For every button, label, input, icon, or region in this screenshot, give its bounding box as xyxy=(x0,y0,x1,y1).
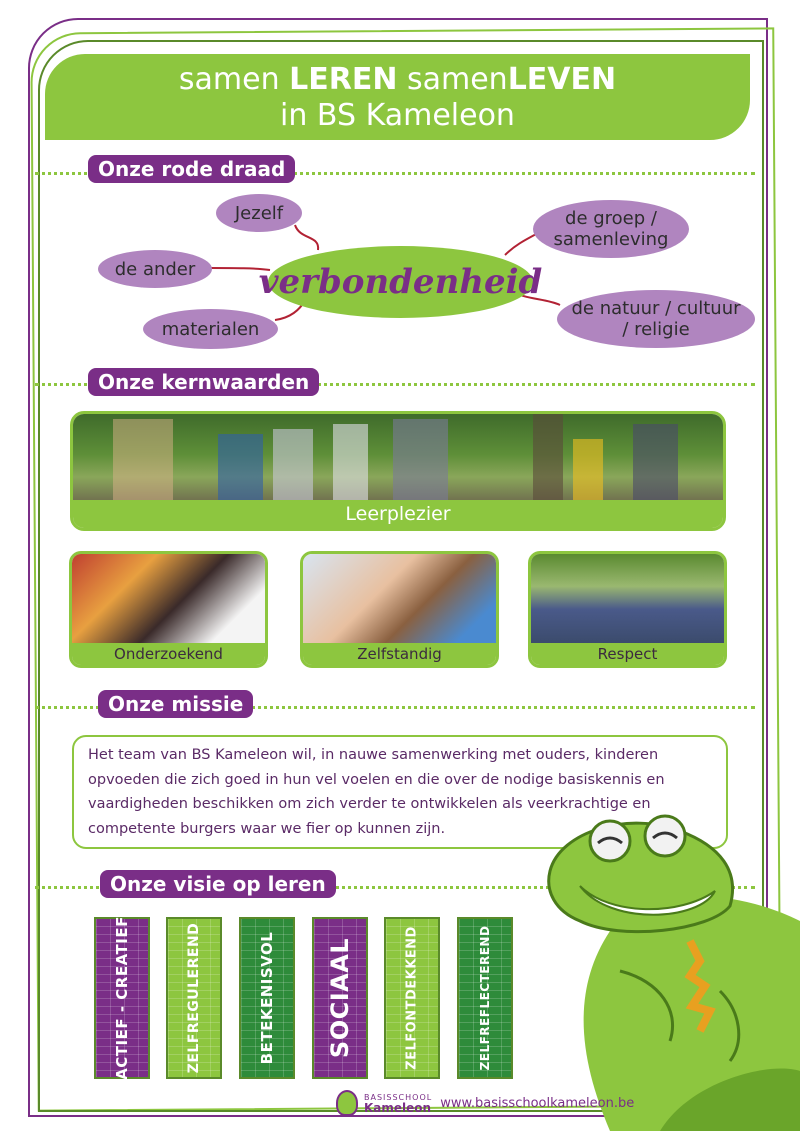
mindmap-center-node: verbondenheid xyxy=(268,246,533,318)
visie-bar-zelfreflecterend: ZELFREFLECTEREND xyxy=(457,917,513,1079)
value-label-onderzoekend: Onderzoekend xyxy=(72,643,265,665)
group-children-image xyxy=(531,554,724,646)
children-headphones-image xyxy=(72,554,265,646)
website-url[interactable]: www.basisschoolkameleon.be xyxy=(440,1095,635,1111)
photo-leerplezier xyxy=(70,411,726,531)
photo-zelfstandig xyxy=(300,551,499,668)
chameleon-mascot-illustration xyxy=(540,811,800,1131)
photo-onderzoekend xyxy=(69,551,268,668)
mission-text: Het team van BS Kameleon wil, in nauwe samenwerking met ouders, kinderen opvoeden die zich goed in hun vel voelen en die over de nodige basiskennis en vaardigheden beschikken om zich verder te ontwikkelen als veerkrachtige en competente burgers waar we fier op kunnen zijn. xyxy=(72,735,728,849)
smiling-child-image xyxy=(303,554,496,646)
value-label-zelfstandig: Zelfstandig xyxy=(303,643,496,665)
kameleon-logo-icon xyxy=(336,1090,358,1116)
visie-bar-betekenisvol: BETEKENISVOL xyxy=(239,917,295,1079)
visie-bar-zelfontdekkend: ZELFONTDEKKEND xyxy=(384,917,440,1079)
visie-bar-zelfregulerend: ZELFREGULEREND xyxy=(166,917,222,1079)
mindmap-node-groep: de groep / samenleving xyxy=(533,200,689,258)
section-heading-visie: Onze visie op leren xyxy=(100,870,336,898)
value-label-leerplezier: Leerplezier xyxy=(73,500,723,528)
visie-bar-sociaal: SOCIAAL xyxy=(312,917,368,1079)
mindmap-node-jezelf: Jezelf xyxy=(216,194,302,232)
mindmap-node-natuur: de natuur / cultuur / religie xyxy=(557,290,755,348)
footer xyxy=(336,1090,634,1116)
mindmap-node-ander: de ander xyxy=(98,250,212,288)
section-heading-missie: Onze missie xyxy=(98,690,253,718)
children-playing-image xyxy=(73,414,723,504)
section-heading-kernwaarden: Onze kernwaarden xyxy=(88,368,319,396)
section-heading-rode-draad: Onze rode draad xyxy=(88,155,295,183)
photo-respect xyxy=(528,551,727,668)
visie-bar-actief-creatief: ACTIEF - CREATIEF xyxy=(94,917,150,1079)
value-label-respect: Respect xyxy=(531,643,724,665)
page-title: samen LEREN samenLEVEN in BS Kameleon xyxy=(45,54,750,140)
logo-text: BASISSCHOOL Kameleon xyxy=(364,1093,433,1115)
mindmap-node-materialen: materialen xyxy=(143,309,278,349)
